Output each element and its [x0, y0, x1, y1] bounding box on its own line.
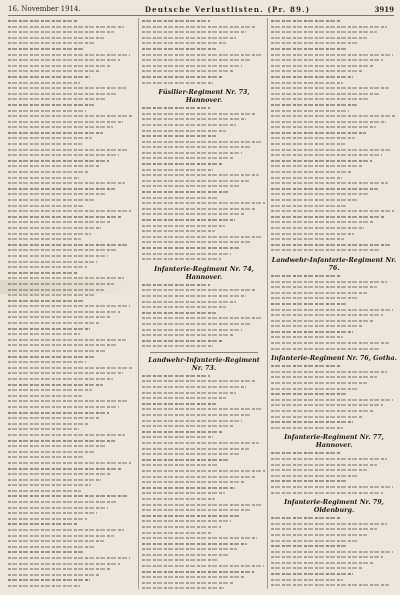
regiment-heading: Füsilier-Regiment Nr. 73, Hannover.	[158, 88, 250, 105]
regiment-heading: Landwehr-Infanterie-Regiment Nr. 76.	[271, 255, 397, 272]
list-entry-line	[271, 425, 343, 431]
list-entry-line	[142, 256, 221, 262]
list-entry-line	[271, 588, 379, 589]
header-title-text: Deutsche Verlustlisten.	[144, 4, 264, 14]
column-left	[8, 18, 134, 589]
regiment-heading: Landwehr-Infanterie-Regiment Nr. 73.	[148, 355, 260, 372]
regiment-heading: Infanterie-Regiment Nr. 77, Hannover.	[284, 433, 384, 450]
section-divider	[150, 352, 258, 353]
column-middle	[138, 18, 266, 589]
header-title-extra: (Pr. 89.)	[267, 4, 311, 14]
regiment-heading: Infanterie-Regiment Nr. 76, Gotha.	[271, 354, 397, 363]
list-entry-line	[271, 346, 379, 352]
regiment-heading: Infanterie-Regiment Nr. 74, Hannover.	[154, 264, 254, 281]
page-header	[8, 3, 394, 16]
list-entry-line	[8, 583, 80, 589]
header-date: 16. November 1914.	[8, 5, 81, 13]
header-page-number: 3919	[374, 4, 394, 14]
list-entry-line	[271, 490, 383, 496]
list-entry-line	[142, 343, 213, 349]
column-right	[267, 18, 397, 589]
list-entry-line	[142, 585, 224, 589]
list-entry-line	[271, 247, 381, 253]
list-entry-line	[142, 80, 213, 86]
header-title	[145, 5, 310, 14]
regiment-heading: Infanterie-Regiment Nr. 79, Oldenburg.	[284, 498, 384, 515]
